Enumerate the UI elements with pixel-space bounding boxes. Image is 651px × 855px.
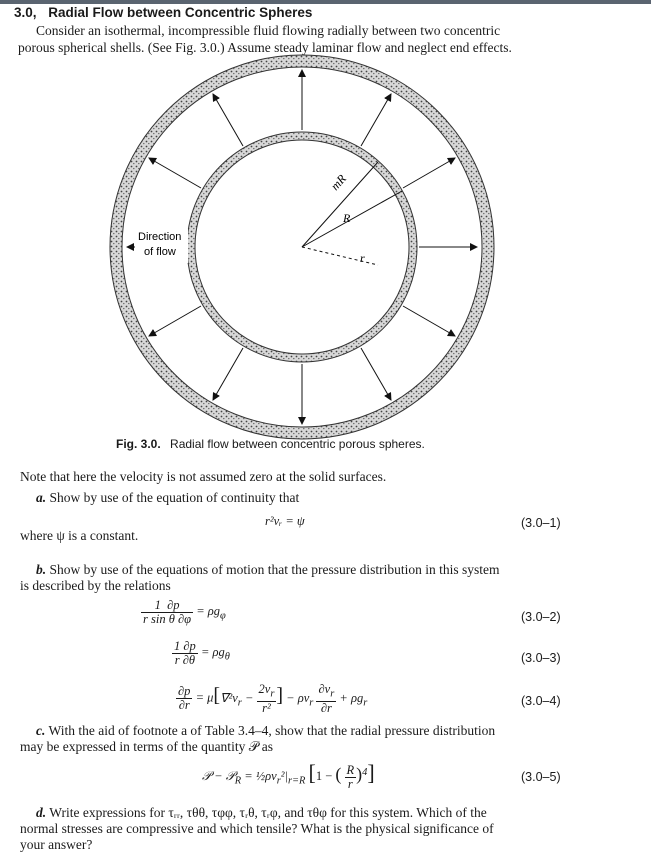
eq-number-3-0-2: (3.0–2) <box>521 610 561 624</box>
part-a-text: Show by use of the equation of continuity that <box>49 490 300 505</box>
figure-caption <box>116 437 425 451</box>
flow-arrow <box>149 306 201 336</box>
flow-arrow <box>361 348 391 400</box>
part-c-line-1 <box>36 723 495 739</box>
flow-arrow <box>213 348 243 400</box>
flow-arrow <box>403 158 455 188</box>
intro-line-1: Consider an isothermal, incompressible fluid flowing radially between two concentric <box>36 23 501 38</box>
part-d-line-3: your answer? <box>20 837 93 852</box>
part-a-letter: a. <box>36 490 47 505</box>
part-d-text-1: Write expressions for τᵣᵣ, τθθ, τφφ, τᵣθ, τᵣφ, and τθφ for this system. Which of the <box>49 805 487 820</box>
equation-3-0-4: $\frac{\partial p}{\partial r}$ = $\mu[\nabla^2v_r$ − $\frac{2v_r}{\text{r²}}$ ] − $\rho v_r$ $\frac{\partial v_r}{\partial r}$ + $\rho g_r$ <box>178 682 368 715</box>
part-b-line-1 <box>36 562 499 578</box>
part-d-letter: d. <box>36 805 47 820</box>
caption-label: Fig. 3.0. <box>116 437 161 451</box>
eq-number-3-0-3: (3.0–3) <box>521 651 561 665</box>
label-of-flow: of flow <box>144 246 176 258</box>
radius-R-line <box>302 191 402 247</box>
part-a-line <box>36 490 299 506</box>
part-c-letter: c. <box>36 723 46 738</box>
part-c-line-2: may be expressed in terms of the quantity 𝒫 as <box>20 739 274 754</box>
label-mR: mR <box>327 171 349 194</box>
eq-number-3-0-1: (3.0–1) <box>521 516 561 530</box>
eq-number-3-0-5: (3.0–5) <box>521 770 561 784</box>
part-b-text-1: Show by use of the equations of motion that the pressure distribution in this system <box>49 562 500 577</box>
label-r: r <box>360 251 365 265</box>
label-R: R <box>343 211 351 225</box>
section-number: 3.0, <box>14 5 37 20</box>
part-c-text-1: With the aid of footnote a of Table 3.4–4, show that the radial pressure distribution <box>48 723 496 738</box>
flow-arrow <box>213 94 243 146</box>
flow-arrow <box>149 158 201 188</box>
eq-number-3-0-4: (3.0–4) <box>521 694 561 708</box>
part-b-line-2: is described by the relations <box>20 578 171 593</box>
intro-line-2: porous spherical shells. (See Fig. 3.0.) Assume steady laminar flow and neglect end effects. <box>18 40 512 55</box>
note-text: Note that here the velocity is not assumed zero at the solid surfaces. <box>20 469 387 484</box>
where-psi-text: where ψ is a constant. <box>20 528 139 543</box>
section-title: Radial Flow between Concentric Spheres <box>48 5 313 20</box>
part-b-letter: b. <box>36 562 47 577</box>
equation-3-0-3: $\frac{1 \partial p}{r \partial\theta}$ = $\rho g_\theta$ <box>174 639 230 667</box>
part-d-line-2: normal stresses are compressive and which tensile? What is the physical significance of <box>20 821 494 836</box>
flow-arrow <box>403 306 455 336</box>
caption-text: Radial flow between concentric porous spheres. <box>170 437 425 451</box>
equation-3-0-5: 𝒫 − 𝒫$_R$ = $\frac{1}{2}\rho v_r^2|_{r=R}$ [1 − ( $\frac{R}{r}$ )$^4$] <box>202 760 375 791</box>
part-d-line-1 <box>36 805 487 821</box>
radius-r-line <box>302 247 378 265</box>
equation-3-0-1: r²vᵣ = ψ <box>265 514 305 528</box>
flow-arrow <box>361 94 391 146</box>
label-direction: Direction <box>138 231 182 243</box>
equation-3-0-2: $\frac{1 \partial p}{\text{r sin θ ∂φ}}$ = $\rho g_\varphi$ <box>143 598 226 626</box>
